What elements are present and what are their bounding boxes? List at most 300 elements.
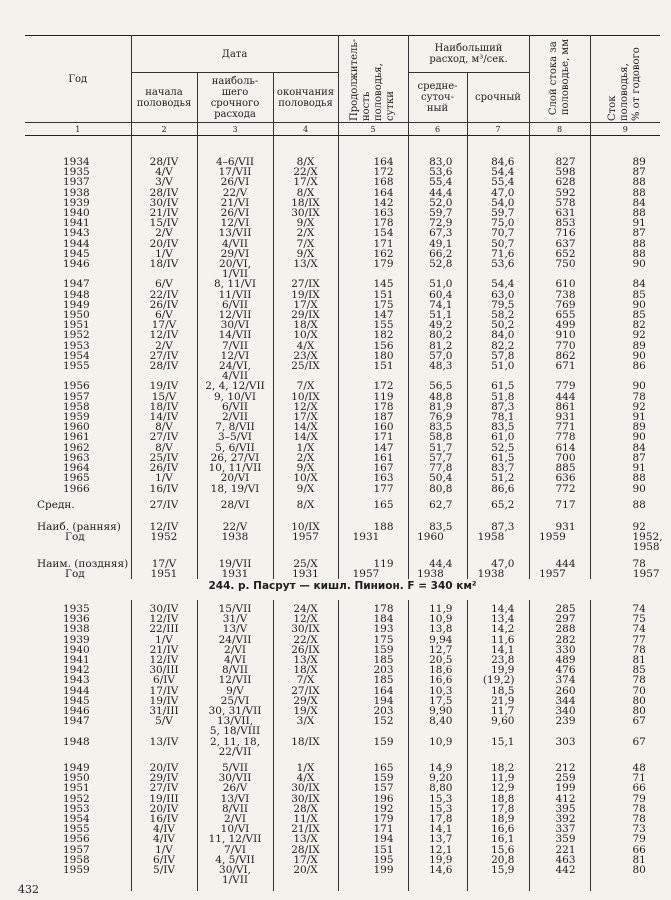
cell: 18/X [273,320,338,330]
cell: 7/X [273,239,338,249]
cell: 12/IV [131,522,197,532]
cell: 50,2 [467,320,529,330]
cell: 631 [529,208,590,218]
cell: 184 [338,614,408,624]
cell: 11/VII [197,290,273,300]
cell: 1947 [63,278,90,291]
cell: 655 [529,310,590,320]
cell: 88 [590,239,660,249]
cell: 151 [338,845,408,855]
cell: 10/IX [273,392,338,402]
cell: 47,0 [467,188,529,198]
cell: 1938 [63,186,90,199]
cell: 185 [338,675,408,685]
cell: 1936 [63,613,90,626]
cell: 444 [529,559,590,569]
header-max-instant: срочный [467,73,529,123]
cell: 770 [529,341,590,351]
cell: 30/IX [273,208,338,218]
cell: 17/V [131,559,197,569]
cell: 66 [590,783,660,793]
table-2-body [25,600,660,891]
cell: 28/IV [131,361,197,381]
cell: 610 [529,279,590,289]
cell: 2/V [131,228,197,238]
cell: 48,8 [408,392,467,402]
column-number: 7 [467,123,529,136]
cell: 15/IV [131,218,197,228]
cell: 636 [529,473,590,483]
cell: 221 [529,845,590,855]
cell: 15/V [131,392,197,402]
header-year: Год [25,36,131,123]
cell: 18/X [273,665,338,675]
cell: 671 [529,361,590,381]
cell: 17/IV [131,686,197,696]
cell: 22/V [197,188,273,198]
cell: 88 [590,208,660,218]
cell: 22/III [131,624,197,634]
cell: 1954 [63,349,90,362]
cell: 24/X [273,604,338,614]
cell: 1956 [63,380,90,393]
cell: 80,8 [408,484,467,494]
cell: 24/VI, 4/VII [197,361,273,381]
cell: 14,9 [408,763,467,773]
cell: 44,4 [408,559,467,569]
cell: 1931 [338,532,408,552]
cell: 178 [338,218,408,228]
cell: 145 [338,279,408,289]
table-2-title: 244. р. Пасрут — кишл. Пинион. F = 340 км² [208,580,477,592]
cell: 592 [529,188,590,198]
cell: 54,4 [467,279,529,289]
cell: 14,4 [467,604,529,614]
cell: 171 [338,432,408,442]
cell: 412 [529,794,590,804]
cell: 17/X [273,412,338,422]
cell: 19/IV [131,381,197,391]
cell: 13/VII [197,228,273,238]
cell: 738 [529,290,590,300]
cell: 18,6 [408,665,467,675]
cell: 260 [529,686,590,696]
cell: 55,4 [408,177,467,187]
cell: 67 [590,737,660,757]
cell: 15/VII [197,604,273,614]
cell: 13/IV [131,737,197,757]
cell: 87 [590,228,660,238]
cell: 8/V [131,422,197,432]
cell: 1963 [63,451,90,464]
cell: 4/IV [131,824,197,834]
cell: 13/X [273,655,338,665]
cell: 83,5 [467,422,529,432]
cell: 15,9 [467,865,529,885]
cell: 27/IV [131,500,197,510]
cell: 2, 11, 18, 22/VII [197,737,273,757]
cell: 1944 [63,684,90,697]
cell: 1/V [131,845,197,855]
cell: 14/X [273,432,338,442]
cell: 1943 [63,227,90,240]
cell: 910 [529,330,590,340]
cell: 1934 [63,156,90,168]
cell: 463 [529,855,590,865]
cell: 21/VI [197,198,273,208]
cell: 151 [338,290,408,300]
cell: 1949 [63,298,90,311]
cell: 81 [590,855,660,865]
cell: 11,7 [467,706,529,716]
cell: 51,8 [467,392,529,402]
cell: 85 [590,665,660,675]
cell: 72,9 [408,218,467,228]
cell: 84,0 [467,330,529,340]
cell: 83,5 [408,422,467,432]
cell: 1964 [63,462,90,475]
cell: 598 [529,167,590,177]
cell: 10/X [273,330,338,340]
cell: 62,7 [408,500,467,510]
cell: 6/IV [131,675,197,685]
cell: 14/VII [197,330,273,340]
cell: 30/III [131,665,197,675]
cell: 1942 [63,664,90,677]
cell: 70 [590,686,660,696]
cell: 194 [338,834,408,844]
table-row [25,532,660,552]
cell: 212 [529,763,590,773]
cell: 14/IV [131,412,197,422]
cell: 13/V [197,624,273,634]
header-date-group: Дата [131,36,338,73]
table-row [25,737,660,757]
cell: 1957 [63,843,90,856]
cell: 26/IV [131,300,197,310]
cell: (19,2) [467,675,529,685]
cell: 1957 [273,532,338,552]
cell: 8,80 [408,783,467,793]
cell: 10/VI [197,824,273,834]
cell: 1958 [63,853,90,866]
cell: 194 [338,696,408,706]
cell: 193 [338,624,408,634]
cell: 1935 [63,166,90,179]
cell: 614 [529,443,590,453]
cell: 84,6 [467,157,529,167]
cell: 73 [590,824,660,834]
cell: 1953 [63,802,90,815]
cell: 12/IV [131,614,197,624]
cell: 21/IX [273,824,338,834]
cell: 9, 10/VI [197,392,273,402]
cell: Средн. [37,498,75,511]
cell: 18,8 [467,794,529,804]
header-date-peak: наиболь- шего срочного расхода [197,73,273,123]
column-number: 8 [529,123,590,136]
cell: 8/X [273,500,338,510]
cell: 8/VII [197,804,273,814]
cell: 1961 [63,431,90,444]
cell: 22/X [273,167,338,177]
cell: 717 [529,500,590,510]
cell: 89 [590,422,660,432]
cell: 11,9 [408,604,467,614]
cell: 1951 [63,319,90,332]
cell: 23,8 [467,655,529,665]
cell: 26/VI [197,208,273,218]
cell: 11,6 [467,635,529,645]
cell: 10/IX [273,522,338,532]
cell: 147 [338,310,408,320]
cell: 2/VI [197,645,273,655]
cell: 20,8 [467,855,529,865]
cell: 24/VII [197,635,273,645]
column-number: 3 [197,123,273,136]
cell: 17/X [273,177,338,187]
cell: 27/IV [131,432,197,442]
cell: 931 [529,522,590,532]
cell: 3–5/VI [197,432,273,442]
cell: 79,5 [467,300,529,310]
cell: 1958 [467,532,529,552]
cell: 16/IV [131,814,197,824]
cell: 4–6/VII [197,157,273,167]
cell: 53,6 [408,167,467,177]
cell: 282 [529,635,590,645]
cell: 90 [590,351,660,361]
cell: 18, 19/VI [197,484,273,494]
cell: 87,3 [467,522,529,532]
cell: 78 [590,804,660,814]
cell: 6/IV [131,855,197,865]
table-row [25,716,660,736]
cell: 28/X [273,804,338,814]
cell: 58,8 [408,432,467,442]
cell: 83,0 [408,157,467,167]
cell: 16,6 [467,824,529,834]
cell: 25/X [273,559,338,569]
cell: 20/IV [131,763,197,773]
cell: 90 [590,259,660,279]
cell: 74 [590,624,660,634]
cell: 29/IX [273,310,338,320]
cell: 27/IV [131,783,197,793]
cell: 56,5 [408,381,467,391]
cell: 1935 [63,603,90,615]
cell: 26, 27/VI [197,453,273,463]
cell: 12,9 [467,783,529,793]
cell: 9/X [273,484,338,494]
cell: 26/V [197,783,273,793]
cell: 392 [529,814,590,824]
cell: 10,9 [408,614,467,624]
cell: 66 [590,845,660,855]
cell: 885 [529,463,590,473]
cell: 119 [338,392,408,402]
cell: 164 [338,157,408,167]
cell: 22/V [197,522,273,532]
header-duration: Продолжитель- ность половодья, сутки [349,38,397,121]
cell: 57,7 [408,453,467,463]
cell: 19,9 [467,665,529,675]
cell: 92 [590,402,660,412]
cell: 77 [590,635,660,645]
cell: 1959 [63,411,90,424]
cell: 285 [529,604,590,614]
table-header [25,35,660,136]
cell: 50,4 [408,473,467,483]
cell: 81 [590,655,660,665]
cell: 13/X [273,259,338,279]
cell: 8/X [273,157,338,167]
cell: 8/V [131,443,197,453]
column-number: 6 [408,123,467,136]
cell: 297 [529,614,590,624]
cell: 11,9 [467,773,529,783]
cell: 84 [590,279,660,289]
cell: 9/V [197,686,273,696]
cell: 87 [590,167,660,177]
cell: 50,7 [467,239,529,249]
cell: 25/VI [197,696,273,706]
cell: 1952 [63,329,90,342]
cell: 71 [590,773,660,783]
cell: 17,8 [408,814,467,824]
cell: 159 [338,737,408,757]
cell: 78,1 [467,412,529,422]
cell: 119 [338,559,408,569]
table-1-body [25,135,663,580]
cell: 30/IX [273,624,338,634]
cell: 14,1 [467,645,529,655]
header-runoff-layer: Слой стока за половодье, мм [547,39,571,116]
cell: 203 [338,706,408,716]
cell: 90 [590,484,660,494]
column-number: 9 [590,123,660,136]
cell: 9/X [273,218,338,228]
cell: 779 [529,381,590,391]
cell: 1952 [131,532,197,552]
cell: 1959 [529,532,590,552]
cell: 88 [590,188,660,198]
cell: 88 [590,500,660,510]
cell: Год [65,531,85,544]
cell: 259 [529,773,590,783]
cell: 637 [529,239,590,249]
cell: 13,7 [408,834,467,844]
cell: 83,7 [467,463,529,473]
cell: 154 [338,228,408,238]
cell: 70,7 [467,228,529,238]
cell: 59,7 [408,208,467,218]
cell: 74 [590,604,660,614]
cell: 31/V [197,614,273,624]
cell: 23/X [273,351,338,361]
cell: 12/IV [131,655,197,665]
cell: 578 [529,198,590,208]
cell: 1948 [63,288,90,301]
cell: 26/IV [131,463,197,473]
cell: 9/X [273,463,338,473]
cell: 54,4 [467,167,529,177]
cell: 19/III [131,794,197,804]
cell: 18,9 [467,814,529,824]
cell: Наиб. (ранняя) [37,520,121,533]
cell: 5/IV [131,865,197,885]
cell: 19/IV [131,696,197,706]
cell: 1957 [590,569,660,579]
cell: 12/VII [197,310,273,320]
cell: 374 [529,675,590,685]
cell: 28/VI [197,500,273,510]
cell: 29/VI [197,249,273,259]
column-number: 4 [273,123,338,136]
cell: 67,3 [408,228,467,238]
cell: 54,0 [467,198,529,208]
cell: Год [65,567,85,580]
cell: 30/VI [197,320,273,330]
cell: 5/V [131,716,197,736]
cell: 20,5 [408,655,467,665]
cell: 156 [338,341,408,351]
cell: 1958 [63,400,90,413]
table-row [25,500,660,510]
cell: 84 [590,443,660,453]
cell: 21/IV [131,645,197,655]
cell: 16,1 [467,834,529,844]
cell: 30/VI, 1/VII [197,865,273,885]
cell: 179 [338,259,408,279]
cell: 1/X [273,443,338,453]
cell: 4/X [273,773,338,783]
cell: 177 [338,484,408,494]
cell: 1931 [197,569,273,579]
cell: 1959 [63,864,90,877]
cell: 84 [590,198,660,208]
cell: 51,2 [467,473,529,483]
cell: 175 [338,300,408,310]
cell: 239 [529,716,590,736]
cell: 163 [338,208,408,218]
cell: 1962 [63,441,90,454]
cell: 13/X [273,834,338,844]
cell: Наим. (поздняя) [37,557,129,570]
cell: 182 [338,330,408,340]
cell: 31/III [131,706,197,716]
cell: 12,1 [408,845,467,855]
cell: 303 [529,737,590,757]
cell: 1957 [63,390,90,403]
cell: 61,5 [467,453,529,463]
cell: 79 [590,834,660,844]
cell: 12/VI [197,218,273,228]
cell: 29/IV [131,773,197,783]
cell: 164 [338,188,408,198]
cell: 86 [590,361,660,381]
cell: 51,7 [408,443,467,453]
cell: 151 [338,361,408,381]
cell: 16/IV [131,484,197,494]
cell: 199 [338,865,408,885]
cell: 4/IV [131,834,197,844]
cell: 12/VII [197,675,273,685]
cell: 160 [338,422,408,432]
cell: 4/VII [197,239,273,249]
cell: 499 [529,320,590,330]
cell: 172 [338,381,408,391]
